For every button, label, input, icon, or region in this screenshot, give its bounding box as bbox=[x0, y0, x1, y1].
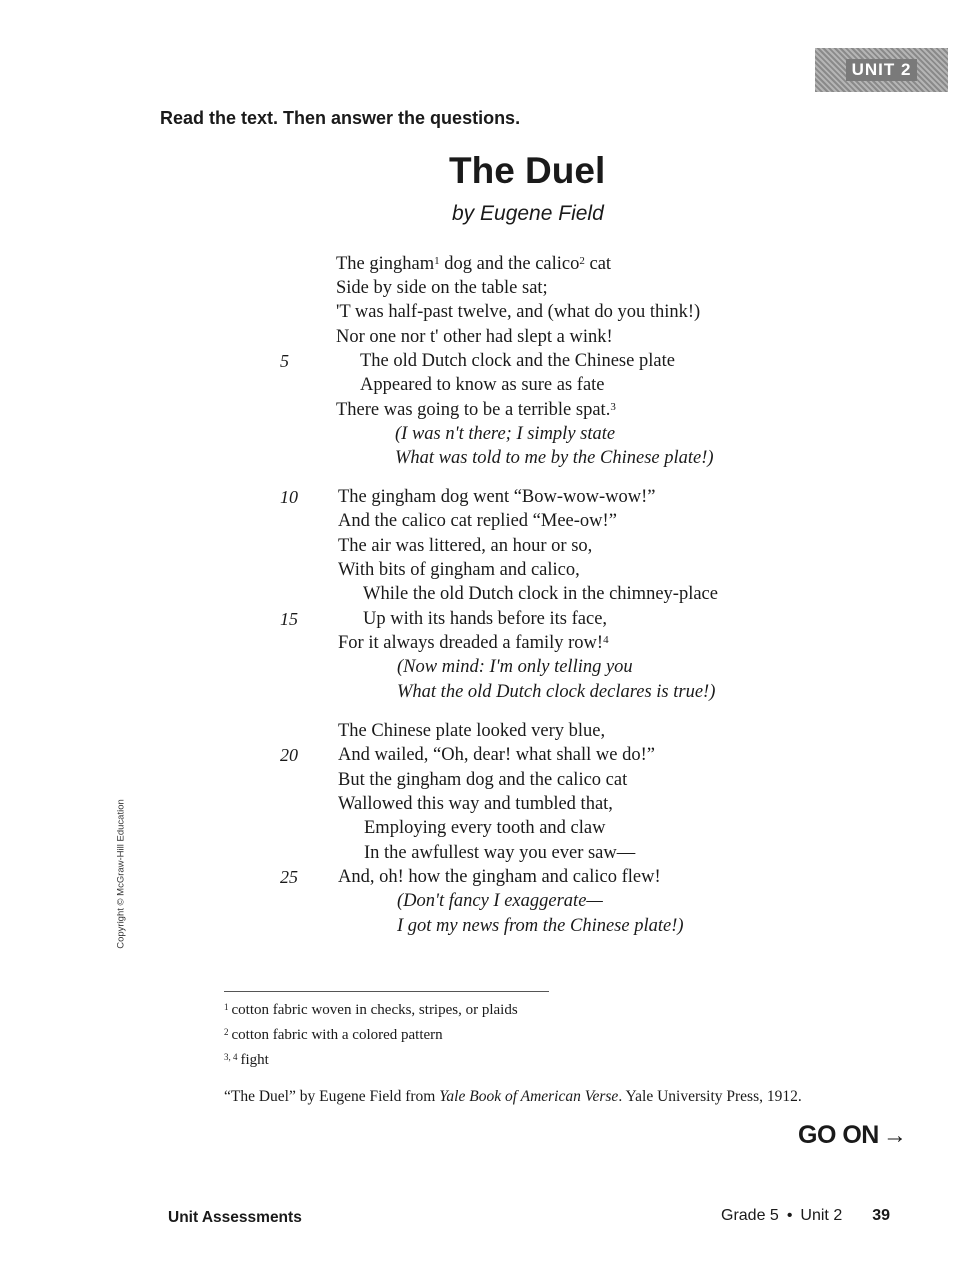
poem-line: 'T was half-past twelve, and (what do you think!) bbox=[336, 302, 701, 322]
poem-line: There was going to be a terrible spat.$^3$ bbox=[336, 400, 616, 420]
instructions: Read the text. Then answer the questions. bbox=[160, 108, 521, 128]
line-number: 10 bbox=[280, 487, 298, 507]
poem-line: The old Dutch clock and the Chinese plate bbox=[360, 351, 675, 371]
poem-line: Appeared to know as sure as fate bbox=[360, 375, 605, 395]
poem-line: I got my news from the Chinese plate!) bbox=[397, 916, 684, 936]
footnote: $^2$ cotton fabric with a colored pattern bbox=[224, 1027, 443, 1043]
poem-line: For it always dreaded a family row!$^4$ bbox=[338, 633, 609, 653]
footnote: $^{3, 4}$ fight bbox=[224, 1052, 269, 1068]
line-number: 15 bbox=[280, 609, 298, 629]
unit-tab bbox=[815, 48, 948, 92]
footnote: $^1$ cotton fabric woven in checks, stripes, or plaids bbox=[224, 1002, 518, 1018]
poem-line: (Now mind: I'm only telling you bbox=[397, 657, 633, 677]
poem-line: And wailed, “Oh, dear! what shall we do!” bbox=[338, 745, 655, 765]
poem-line: Nor one nor t' other had slept a wink! bbox=[336, 327, 613, 347]
poem-line: What was told to me by the Chinese plate!) bbox=[395, 448, 714, 468]
poem-line: Up with its hands before its face, bbox=[363, 609, 608, 629]
go-on-label: GO ON → bbox=[798, 1121, 907, 1149]
poem-line: The gingham$^1$ dog and the calico$^2$ cat bbox=[336, 254, 612, 274]
line-number: 25 bbox=[280, 867, 298, 887]
copyright-notice: Copyright © McGraw-Hill Education bbox=[115, 799, 127, 949]
poem-line: The gingham dog went “Bow-wow-wow!” bbox=[338, 487, 656, 507]
poem-line: (Don't fancy I exaggerate— bbox=[397, 891, 603, 911]
unit-tab-label: UNIT 2 bbox=[846, 59, 918, 81]
line-number: 5 bbox=[280, 351, 289, 371]
poem-line: Employing every tooth and claw bbox=[364, 818, 606, 838]
poem-line: Wallowed this way and tumbled that, bbox=[338, 794, 613, 814]
poem-line: In the awfullest way you ever saw— bbox=[364, 843, 636, 863]
poem-title: The Duel bbox=[449, 150, 606, 191]
poem-line: Side by side on the table sat; bbox=[336, 278, 548, 298]
poem-line: And, oh! how the gingham and calico flew! bbox=[338, 867, 661, 887]
source-citation: “The Duel” by Eugene Field from Yale Book of American Verse. Yale University Press, 1912. bbox=[224, 1088, 802, 1105]
arrow-right-icon: → bbox=[882, 1122, 907, 1149]
bullet-separator: • bbox=[786, 1207, 793, 1224]
footer-page-info: Grade 5 • Unit 2 39 bbox=[721, 1207, 891, 1224]
poem-line: The Chinese plate looked very blue, bbox=[338, 721, 606, 741]
poem-line: (I was n't there; I simply state bbox=[395, 424, 616, 444]
poem-line: And the calico cat replied “Mee-ow!” bbox=[338, 511, 617, 531]
poem-line: While the old Dutch clock in the chimney-place bbox=[363, 584, 718, 604]
line-number: 20 bbox=[280, 745, 298, 765]
page-number: 39 bbox=[872, 1207, 891, 1224]
footnote-divider bbox=[224, 991, 549, 992]
footer-section-title: Unit Assessments bbox=[168, 1209, 302, 1226]
poem-line: What the old Dutch clock declares is true!) bbox=[397, 682, 716, 702]
poem-byline: by Eugene Field bbox=[452, 202, 604, 225]
poem-line: With bits of gingham and calico, bbox=[338, 560, 580, 580]
poem-line: But the gingham dog and the calico cat bbox=[338, 770, 628, 790]
poem-line: The air was littered, an hour or so, bbox=[338, 536, 593, 556]
